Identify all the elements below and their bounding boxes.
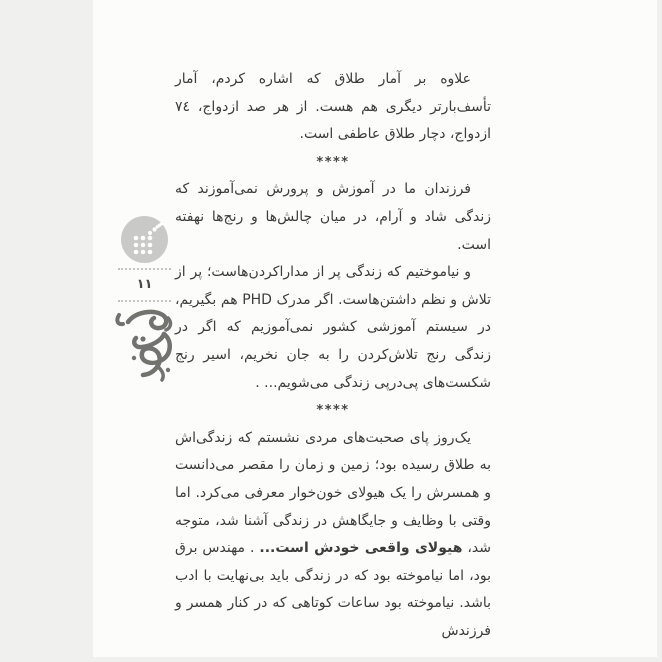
paragraph [175,66,491,149]
paragraph [175,259,491,397]
text-run: . مهندس برق بود، اما نیاموخته بود که در زندگی باید بی‌نهایت با ادب باشد. نیاموخته بود ساعات کوتاهی که در کنار همسر و فرزندش [175,540,491,639]
text-run: علاوه بر آمار طلاق که اشاره کردم، آمار تأسف‌بارتر دیگری هم هست. از هر صد ازدواج، ٧٤ ازدواج، دچار طلاق عاطفی است. [175,71,491,143]
page-number: ۱۱ [136,277,153,292]
dots-growth-logo-icon [120,215,169,264]
text-run: یک‌روز پای صحبت‌های مردی نشستم که زندگی‌اش به طلاق رسیده بود؛ زمین و زمان را مقصر می‌دانست و همسرش را یک هیولای خون‌خوار معرفی می‌کرد. اما وقتی با وظایف و جایگاهش در زندگی آشنا شد، متوجه شد، [175,429,491,557]
dotted-divider [118,300,171,302]
body-text-column [175,66,491,645]
section-separator: **** [316,403,350,419]
calligraphy-signature-icon [112,306,178,382]
paragraph [175,425,491,646]
text-run: و نیاموختیم که زندگی پر از مداراکردن‌هاست؛ پر از تلاش و نظم داشتن‌هاست. اگر مدرک PHD هم بگیریم، در سیستم آموزشی کشور نمی‌آموزیم که اگر در زندگی رنج تلاش‌کردن را به جان نخریم، اسیر رنج شکست‌های پی‌درپی زندگی می‌شویم... . [175,264,491,391]
paragraph [175,176,491,259]
bold-text: هیولای واقعی خودش است... [259,540,463,557]
text-run: فرزندان ما در آموزش و پرورش نمی‌آموزند که زندگی شاد و آرام، در میان چالش‌ها و رنج‌ها نهفته است. [175,181,491,253]
dotted-divider [118,268,171,270]
section-separator: **** [316,154,350,170]
